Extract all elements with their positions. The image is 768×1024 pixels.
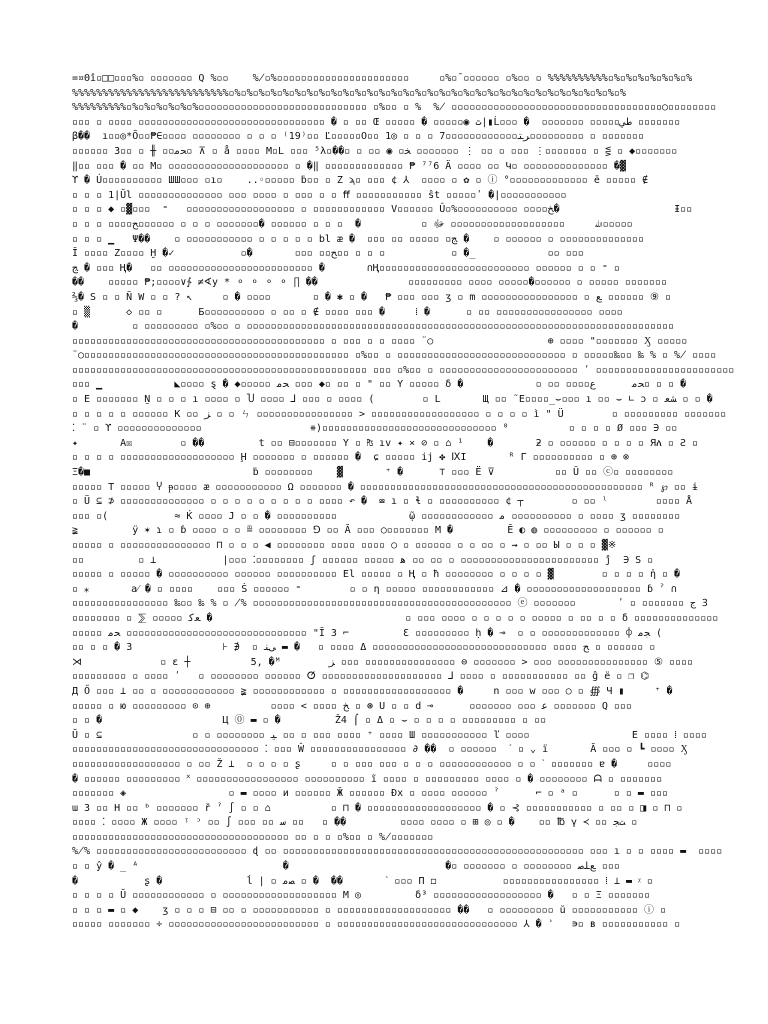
text-line: Д Ő ▫▫▫ ⊥ ▫▫ ▫ ▫▫▫▫▫▫▫▫▫▫▫▫ ≩ ▫▫▫▫▫▫▫▫▫▫▫▫ ▫ ▫▫▫▫▫▫▫▫▫▫▫▫▫▫▫▫▫▫ � n ▫▫▫ w ▫▫▫ ○ ▫ ∰ Ч ▮ ⁺ � bbox=[72, 685, 673, 697]
text-line: %%%%%%%%%▫%▫%▫%▫%▫%▫%▫▫▫▫▫▫▫▫▫▫▫▫▫▫▫▫▫▫▫▫▫▫▫▫▫▫▫▫ ▫%▫▫ ▫ % %̸ ▫▫▫▫▫▫▫▫▫▫▫▫▫▫▫▫▫▫▫▫▫▫▫▫▫▫▫▫▫▫▫▫▫▫▫○▫▫▫▫▫▫▫▫ bbox=[72, 102, 717, 114]
text-line: ▫ Ü ⊆ ⊅ ▫▫▫▫▫▫▫▫▫▫▫▫▫▫ ▫ ▫ ▫ ▫ ▫ ▫ ▫ ▫ ▫ ▫▫▫▫ ↶ � ⳬ ı ▫ ɬ ▫ ▫▫▫▫▫▫▫▫▫▫ ¢ ┬ ▫ ▫▫ ˡ ▫▫▫▫ Å bbox=[72, 496, 693, 508]
text-line: ▫▫▫▫▫▫▫ ◈ ▫ ▬ ▫▫▫▫ и ▫▫▫▫▫▫ Ӂ ▫▫▫▫▫▫ Ðх ▫ ▫▫▫▫ ▫▫▫▫▫▫ ˀ ⌐ ▫ ᵃ ▫ ▫ ▫ ▬ ▫▫▫ bbox=[72, 788, 669, 800]
text-line: ▫ ▒ ◇ ▫▫ ▫ Б▫▫▫▫▫▫▫▫▫▫ ▫ ▫▫ ▫ ∉ ▫▫▫▫ ▫▫▫ � ⁞ � ▫ ▫▫ ▫▫▫▫▫▫▫▫▫▫▫▫▫▫▫▫ ▫▫▫▫ bbox=[72, 306, 623, 318]
text-line: ▫▫▫▫▫ ﺤﻣ ▫▫▫▫▫▫▫▫▫▫▫▫▫▫▫▫▫▫▫▫▫▫▫▫▫▫▫▫▫▫ "Ī 3 ⌐ Ɛ ▫▫▫▫▫▫▫▫▫ ḥ � ⊸ ▫ ▫ ▫▫▫▫▫▫▫▫▫▫▫▫▫ ⌽ ﺠﻣ ( bbox=[72, 627, 663, 639]
text-line: �� ▫▫▫▫▫ ₱;▫▫▫▫∨∱ ≠∢y * ⚬ ⚬ ⚬ ⚬ ∏ �� ▫▫▫▫▫▫▫▫▫ ▫▫▫▫ ▫▫▫▫▫�▫▫▫▫▫▫ ▫ ▫▫▫▫▫ ▫▫▫▫▫▫▫ bbox=[72, 277, 667, 289]
text-line: ▫ ▫ ▫ ▫ ▫ ▫▫▫▫▫▫ K ▫▫ ﺰ ▫ ▫ ㄣ ▫▫▫▫▫▫▫▫▫▫▫▫▫▫▫▫ > ▫▫▫▫▫▫▫▫▫▫▫▫▫▫▫▫▫▫ ▫ ▫ ▫ ▫ ì " Ü ▫ ▫▫▫▫▫▫▫▫▫ ▫▫▫▫▫▫▫ bbox=[72, 408, 727, 420]
text-line: ϒ � Ú▫▫▫▫▫▫▫▫▫▫ ШШ▫▫▫ ▫ı▫ ..◦▫▫▫▫▫ ḃ▫▫ ▫ Ζ ϡ▫ ▫▫▫ ¢ ⅄ ▫▫▫▫ ▫ ✿ ▫ ⓘ °▫▫▫▫▫▫▫▫▫▫▫▫▫ ē ▫▫▫▫▫ ∉ bbox=[72, 175, 649, 187]
text-line: ▫ ▫ � Ц ⓪ ▬ ▫ � Ž4 ⌠ ▫ Δ ▫ ⌣ ▫ ▫ ▫ ▫ ▫▫▫▫▫▫▫▫▫ ▫ ▫▫ bbox=[72, 715, 547, 727]
text-line: ▫ ▫ ▫ ◆ ▫▓▫▫▫ ⁼ ▫▫▫▫▫▫▫▫▫▫▫▫▫▫▫▫▫▫ ▫ ▫▫▫▫▫▫▫▫▫▫▫▫ V▫▫▫▫▫▫ Û▫%▫▫▫▫▫▫▫▫▫▫ ▫▫▫▫ﺦ� Ɨ▫▫ bbox=[72, 204, 693, 216]
text-line: ɯ 3 ▫▫ H ▫▫ ᵇ ▫▫▫▫▫▫▫ ř ˀ ∫ ▫ ▫ ⌂ ▫ ⊓ � ▫▫▫▫▫▫▫▫▫▫▫▫▫▫▫▫▫▫▫ � ▫ ⊰ ▫▫▫▫▫▫▫▫▫▫▫ ▫ ▫▫ ▫ ◨ ▫ ⊓ ▫ bbox=[72, 802, 683, 814]
text-line: ▫▫ ▫ ⊥ |▫▫▫ ⁚▫▫▫▫▫▫▫▫ ʃ ▫▫▫▫▫▫ ▫▫▫▫▫ ﻫ ▫▫ ▫▫ ▫ ▫▫▫▫▫▫▫▫▫▫▫▫▫▫▫▫▫▫▫▫▫▫▫ ĵ ∋ S ▫ bbox=[72, 554, 654, 566]
text-line: ▫ ▫ ▫ 1|Ŭl ▫▫▫▫▫▫▫▫▫▫▫▫▫▫ ▫▫▫ ▫▫▫▫ ▫ ▫▫▫ ▫ ▫ ﬀ ▫▫▫▫▫▫▫▫▫▫▫ ŝt ▫▫▫▫▫ʹ �|▫▫▫▫▫▫▫▫▫▫▫ bbox=[72, 189, 567, 201]
text-line: ▫▫ ▫ ▫ � ﻰﻨ ▫ ∉ ⊦ 3 ▬ � ▫ ▫▫▫▫ Δ ▫▫▫▫▫▫▫▫▫▫▫▫▫▫▫▫▫▫▫▫▫▫▫▫▫▫▫▫▫ ▫▫▫▫ ﺢ ▫ ▫▫▫▫▫▫ ▫ bbox=[72, 642, 656, 654]
text-line: ▫▫▫▫▫▫▫▫▫ ▫ ▫▫▫▫ ʹ ▫ ▫▫▫▫▫▫▫▫ ▫▫▫▫▫▫ ⵚ ▫▫▫▫▫▫▫▫▫▫▫▫▫▫▫▫▫▫▫▫ ⅃ ▫▫▫▫ ▫ ▫▫▫▫▫▫▫▫▫▫▫ ▫▫ ĝ ë ▫ ❐ ⌬ bbox=[72, 671, 650, 683]
text-line: � ▫ ▫▫▫▫▫▫▫▫▫ ▫%▫▫ ▫ ▫▫▫▫▫▫▫▫▫▫▫▫▫▫▫▫▫▫▫▫▫▫▫▫▫▫▫▫▫▫▫▫▫▫▫▫▫▫▫▫▫▫▫▫▫▫▫▫▫▫▫▫▫▫▫▫▫▫▫▫▫▫▫▫▫▫▫▫▫▫▫ bbox=[72, 321, 675, 333]
text-line: Ŭ ▫ ⊆ ▫ ▫ ▫▫▫▫▫▫▫▫ ﯿ ▫▫ ▫ ▫▫▫ ▫▫▫▫ ⁺ ▫▫▫▫ Ш ▫▫▫▫▫▫▫▫▫▫▫ ľ ▫▫▫▫ E ▫▫▫▫ ⁞ ▫▫▫▫ bbox=[72, 729, 707, 741]
text-line: ▫▫▫▫ ⁚ ▫▫▫▫ Ж ▫▫▫▫ ᵎ ᵓ ▫▫ ∫ ▫▫▫ ▫▫ ﺳ ▫▫ ▫ �� ▫▫▫▫ ▫▫▫▫ ▫ ⊞ ◎ ▫ � ▫▫ ℔ γ ≺ ▫▫ ﺖﺠ ▫ bbox=[72, 817, 638, 829]
text-line: ▫▫▫ ▫( ≈ Ќ ▫▫▫▫ J ▫ ▫ � ▫▫▫▫▫▫▫▫▫▫ ῷ ▫▫▫▫▫▫▫▫▫▫▫▫ ﻣ ▫▫▫▫▫▫▫▫▫▫ ▫ ▫▫▫▫ ʒ ▫▫▫▫▫▫▫▫ bbox=[72, 510, 681, 522]
text-line: ▫ ▫ ▫ ▁ Ψ�� ▫ ▫▫▫▫▫▫▫▫▫▫▫ ▫ ▫ ▫ ▫ ▫ bl æ � ▫▫▫ ▫▫ ▫▫▫▫▫ ▫ﺞ � ▫ ▫▫▫▫▫▫ ▫ ▫▫▫▫▫▫▫▫▫▫▫▫▫▫ bbox=[72, 233, 644, 245]
text-line: ▫ E ▫▫▫▫▫▫▫ Ṉ ▫ ▫ ▫ ı ▫▫▫▫ ▫ Ⴎ ▫▫▫▫ ⅃ ▫▫▫ ▫ ▫▫▫▫ ( ▫ L Щ ▫▫ ˜E▫▫▫▫_⌣▫▫▫ ı ▫▫ ⌣ ∟ ɔ ▫ ﺸﻌ ▫ ▫ � bbox=[72, 394, 713, 406]
text-line: ▫ ▫ ŷ � _ ᴬ � �▫ ▫▫▫▫▫▫▫ ▫ ▫▫▫▫▫▫▫▫ ﻊﻠﺻ ▫▫▫ bbox=[72, 861, 620, 873]
text-line: ▫▫▫▫▫▫▫▫▫▫▫▫▫▫▫▫▫▫▫▫▫▫▫▫▫▫▫▫▫▫▫▫▫▫▫▫▫▫▫▫▫▫ ▫ ▫▫▫ ▫ ▫ ▫▫▫▫ ¨○ ⊕ ▫▫▫▫ "▫▫▫▫▫▫▫ Ӽ ▫▫▫▫▫ bbox=[72, 335, 688, 347]
text-line: =¤Θî▫□□▫▫▫%▫ ▫▫▫▫▫▫▫ Q %▫▫ %̸▫%▫▫▫▫▫▫▫▫▫▫▫▫▫▫▫▫▫▫▫▫▫▫ ▫%▫¯▫▫▫▫▫▫ ▫%▫▫ ▫ %%%%%%%%%%▫%▫%▫%▫%▫%▫%▫% bbox=[72, 73, 693, 84]
text-line: ▫▫▫▫▫ T ▫▫▫▫▫ Ⴤ ᵽ▫▫▫▫ æ ▫▫▫▫▫▫▫▫▫▫▫ Ω ▫▫▫▫▫▫▫ � ▫▫▫▫▫▫▫▫▫▫▫▫▫▫▫▫▫▫▫▫▫▫▫▫▫▫▫▫▫▫▫▫▫▫▫▫▫▫▫▫▫▫▫▫▫▫▫ ᴿ ℘ ▫▫ ɨ bbox=[72, 481, 698, 493]
text-line: ▫▫▫▫▫ ▫ ю ▫▫▫▫▫▫▫▫▫ ⊙ ⊕ ▫▫▫▫ < ▫▫▫▫ ﺦ ▫ ⊛ U ▫ ▫ d ⊸ ▫▫▫▫▫▫▫ ▫▫▫ ﻋ ▫▫▫▫▫▫▫ Q ▫▫▫ bbox=[72, 700, 632, 712]
text-line: ‖▫▫ ▫▫▫ � ▫▫ M▫ ▫▫▫▫▫▫▫▫▫▫▫▫▫▫▫▫▫▫▫▫ ▫ �‖ ▫▫▫▫▫▫▫▫▫▫▫▫▫ ₱ ⁷⁷6 Ä ▫▫▫▫ ▫▫ Կ▫ ▫▫▫▫▫▫▫▫▫▫▫▫▫▫ �▓ bbox=[72, 160, 626, 172]
text-line: ▫▫▫▫▫▫▫▫▫▫▫▫▫▫▫▫▫▫ ▫ ▫▫ Ž ⊥ ▫ ▫ ▫ ▫ ʂ ▫ ▫ ▫▫▫ ▫▫▫ ▫ ▫ ▫ ▫▫▫▫▫▫▫▫▫▫▫▫ ▫ ▫ ˋ ▫▫▫▫▫▫▫ ɐ � ▫▫▫▫ bbox=[72, 758, 672, 770]
text-line: Ī ▫▫▫▫ Ζ▫▫▫▫ Ḫ �✓ ▫� ▫▫▫ ▫▫ﺢ▫▫ ▫ ▫ ▫ ▫ �_ ▫▫ ▫▫▫ bbox=[72, 248, 584, 260]
text-line: ▫▫▫ ▁ ◣▫▫▫▫ ȿ � ◆▫▫▫▫▫ ﺤﻣ ▫▫▫ ◆▫ ▫▫ ▫ " ▫▫ Y ▫▫▫▫▫ δ � ▫ ▫▫ ▫▫▫▫ﺤﻣ ﻉ▫ ▫ ▫ � bbox=[72, 379, 687, 391]
text-line: ✦ A☒ ▫ �� t ▫▫ ⊟▫▫▫▫▫▫▫ Y ▫ ₧ ıv ✦ × ⊘ ▫ ⌂ ¹ � ƻ ▫ ▫▫▫▫▫▫ ▫ ▫ ▫ ▫ Яለ ▫ Ƨ ▫ bbox=[72, 437, 698, 449]
text-line: ▫▫▫▫▫▫▫▫▫▫▫▫▫▫▫▫▫▫▫▫▫▫▫▫▫▫▫▫▫▫▫▫▫▫▫▫▫▫▫▫▫▫▫▫▫▫▫▫▫ ▫▫▫ ▫%▫▫ ▫ ▫▫▫▫▫▫▫▫▫▫▫▫▫▫▫▫▫▫▫▫▫▫▫ ʹ ▫▫▫▫▫▫▫▫▫▫▫▫▫▫▫▫▫▫▫▫▫▫▫ bbox=[72, 364, 735, 376]
text-line: ≩ ÿ ✶ ɿ ▫ ɓ ▫▫▫▫ ▫ ▫ ≞ ▫▫▫▫▫▫▫▫ ⅁ ▫▫ Ă ▫▫▫ ○▫▫▫▫▫▫▫ M � Ē ◐ ◍ ▫▫▫▫▫▫▫▫▫ ▫ ▫▫▫▫▫▫ ▫ bbox=[72, 525, 664, 537]
text-line: ▫ ▫ ▫ ▫ Ŭ ▫▫▫▫▫▫▫▫▫▫▫▫ ▫ ▫▫▫▫▫▫▫▫▫▫▫▫▫▫▫▫▫▫▫ M ◎ δ³ ▫▫▫▫▫▫▫▫▫▫▫▫▫▫▫▫▫▫ � ▫ ▫ Ξ ▫▫▫▫▫▫▫ bbox=[72, 890, 650, 902]
text-line: ▫ ▫ ▫ ▬ ▫ ◆ ʒ ▫ ▫ ▫ ⊟ ▫▫ ▫ ▫▫▫▫▫▫▫▫▫▫▫ ▫ ▫▫▫▫▫▫▫▫▫▫▫▫▫▫▫▫▫▫▫ �� ▫ ▫▫▫▫▫▫▫▫▫ ŭ ▫▫▫▫▫▫▫▫▫▫▫ ⓘ ▫ bbox=[72, 904, 666, 916]
text-line: ▫▫▫▫▫▫ 3▫▫ ▫ ╫ ▫▫ﺤﻣ▫ ⊼ ▫ å ▫▫▫▫ M▫L ▫▫▫ ⁵λ▫��▫ ▫ ▫▫ ◉ ▫ﺨ ▫▫▫▫▫▫▫ ⋮ ▫▫ ▫ ▫▫▫ ⋮▫▫▫▫▫▫▫ ▫ ⋚ ▫ ◆▫▫▫▫▫▫▫ bbox=[72, 145, 678, 157]
text-line: ⅔� S ▫ ▫ Ñ W ▫ ▫ ? ↖ ▫ � ▫▫▫▫ ▫ � ✱ ▫ � ₱ ▫▫▫ ▫▫▫ ʒ ▫ m ▫▫▫▫▫▫▫▫▫▫▫▫▫▫▫▫ ▫ ﻊ ▫▫▫▫▫▫ ⑨ ▫ bbox=[72, 291, 671, 303]
text-line: ▫▫▫ ▫ ▫▫▫▫ ▫▫▫▫▫▫▫▫▫▫▫▫▫▫▫▫▫▫▫▫▫▫▫▫▫▫▫▫▫▫▫ � ▫ ▫▫ Œ ▫▫▫▫▫ � ▫▫▫▫▫◉ ٿ|▮Ĺ▫▫▫ � ▫▫▫▫▫▫▫ ▫▫▫▫▫ﻃﻲ ▫▫▫▫▫▫▫ bbox=[72, 116, 681, 128]
text-line: Ξ�■ ḃ ▫▫▫▫▫▫▫▫ ▓ ⁺ � ⊤ ▫▫▫ Ë ⊽ ▫▫ Ū ▫▫ ⓒ▫ ▫▫▫▫▫▫▫▫ bbox=[72, 467, 674, 479]
text-line: ▫ ▫ ▫ ▫▫▫▫ﷲ ▫▫▫▫▫▫▫▫▫▫▫▫▫▫▫▫▫▫▫ ﷻ ▫ � ▫ ▫ ▫ ▫▫▫▫▫▫ �▫▫▫▫▫▫▫ ▫ ▫ ▫ ▫▫▫▫▫▫ﺢ▫▫▫▫▫ bbox=[72, 218, 633, 230]
text-line: ▫▫▫▫▫ ▫ ▫▫▫▫▫▫▫▫▫▫▫▫▫▫▫ ⊓ ▫ ▫ ▫ ◀ ▫▫▫▫▫▫▫▫ ▫▫▫▫ ▫▫▫▫ ○ ▫ ▫▫▫▫▫▫ ▫ ▫ ▫▫ ▫ ⇝ ▫ ▫▫ Ы ▫ ▫ ▫ ▓※ bbox=[72, 540, 617, 551]
text-line: ▫ ▫ ▫ ▫ ▫▫▫▫▫▫▫▫▫▫▫▫▫▫▫▫▫▫▫ Ḩ ▫▫▫▫▫▫▫ ▫ ▫▫▫▫▫▫ � ɕ ▫▫▫▫▫ ij ✤ ⅨӀ ᴿ Γ ▫▫▫▫▫▫▫▫▫▫ ▫ ⊕ ⊗ bbox=[72, 452, 630, 464]
text-line: ▫▫▫▫▫ ▫▫▫▫▫▫▫ ÷ ▫▫▫▫▫▫▫▫▫▫▫▫▫▫▫▫▫▫▫▫▫▫▫▫▫ ▫ ▫▫▫▫▫▫▫▫▫▫▫▫▫▫▫▫▫▫▫▫▫▫▫▫▫▫▫▫▫▫ ⅄ � ʾ ∍▫ ʙ ▫▫▫▫▫▫▫▫▫▫▫ ▫ bbox=[72, 919, 681, 931]
text-line: ﺞ � ▫▫▫ Ң� ▫▫ ▫▫▫▫▫▫▫▫▫▫▫▫▫▫▫▫▫▫▫▫▫▫▫▫ � ∩Ң▫▫▫▫▫▫▫▫▫▫▫▫▫▫▫▫▫▫▫▫▫▫▫▫▫ ▫▫▫▫▫▫ ▫ ▫ ⁼ ▫ bbox=[72, 262, 620, 274]
text-line: β�� ı▫▫◎*Õ▫▫₱∈▫▫▫▫ ▫▫▫▫▫▫▫▫ ▫ ▫ ▫ ⁽19⁾▫▫ Ľ▫▫▫▫▫O▫▫ 1◎ ▫ ▫ ▫ 7▫▫▫▫▫▫▫▫▫▫▫▫ﺮﺘ▫▫▫▫▫▫▫▫▫ ▫ ▫▫▫▫▫▫▫ bbox=[72, 131, 644, 143]
text-line: ▫▫▫▫▫ ▫ ▫▫▫▫▫ � ▫▫▫▫▫▫▫▫▫▫ ▫▫▫▫▫▫ ▫▫▫▫▫▫▫▫▫▫ El ▫▫▫▫▫ ▫ Ң ▫ ħ ▫▫▫▫▫▫▫▫ ▫ ▫ ▫ ▫ ▓ ▫ ▫ ▫ ▫ ἡ ▫ � bbox=[72, 569, 681, 581]
text-line: ⋊ ▫ ε ┼ 5, �ᴹ ﺰ ▫▫▫ ▫▫▫▫▫▫▫▫▫▫▫▫▫▫▫ ⊖ ▫▫▫▫▫▫▫ > ▫▫▫ ▫▫▫▫▫▫▫▫▫▫▫▫▫▫▫ ⑤ ▫▫▫▫ bbox=[72, 656, 694, 668]
text-line: ▫▫▫▫▫▫▫▫▫▫▫▫▫▫▫▫▫▫▫▫▫▫▫▫▫▫▫▫▫▫▫▫▫▫▫▫ ▫▫ ▫ ▫ ▫%▫▫ ▫ %̸▫▫▫▫▫▫▫ bbox=[72, 831, 434, 843]
text-line: ▫▫▫▫▫▫▫▫▫▫▫▫▫▫▫▫▫▫▫▫▫▫▫▫▫▫▫▫▫▫▫ ⁚ ▫▫▫ Ŵ ▫▫▫▫▫▫▫▫▫▫▫▫▫▫▫▫ ∂ �� ▫ ▫▫▫▫▫▫ ˊ ▫ ⌄ ï Ă ▫▫▫ ▫ ┗ ▫▫▫▫ Ӽ bbox=[72, 744, 688, 756]
text-line: ▫▫▫▫▫▫▫▫ ▫ ⅀ ▫▫▫▫▫ ﻌﻛ � ▫ ▫▫▫ ▫▫▫▫ ▫ ▫ ▫ ▫ ▫ ▫▫▫▫▫ ▫ ▫▫ ▫ ▫ δ ▫▫▫▫▫▫▫▫▫▫▫▫▫▫ bbox=[72, 612, 719, 624]
text-line: � ʂ � ĺ | ▫ ﺼﻣ ▫ � �� ˋ ▫▫▫ П ◻ ▫▫▫▫▫▫▫▫▫▫▫▫▫▫▫▫ ⁞ ⊥ ▬ ᵡ ▫ bbox=[72, 875, 653, 887]
text-line: ▫ ⁎ a⁄ � ▫ ▫▫▫▫ ▫▫▫ Ṡ ▫▫▫▫▫▫ ⁼ ▫ ▫ ƞ ▫▫▫▫▫ ▫▫▫▫▫▫▫▫▫▫▫▫ ⊿ � ▫▫▫▫▫▫▫▫▫▫▫▫▫▫▫▫▫▫▫ ɓ ˀ ∩ bbox=[72, 583, 678, 595]
text-line: ¨○▫▫▫▫▫▫▫▫▫▫▫▫▫▫▫▫▫▫▫▫▫▫▫▫▫▫▫▫▫▫▫▫▫▫▫▫▫▫▫▫▫▫▫▫ ▫%▫▫ ▫ ▫▫▫▫▫▫▫▫▫▫▫▫▫▫▫▫▫▫▫▫▫▫▫▫▫▫▫▫ ▫ ▫▫▫▫▫‰▫▫ ‰ % ▫ %̸ ▫▫▫▫ bbox=[72, 350, 717, 362]
text-line: ⁚ ¨ ▫ ϒ ▫▫▫▫▫▫▫▫▫▫▫▫▫▫ ⧺)▫▫▫▫▫▫▫▫▫▫▫▫▫▫▫▫▫▫▫▫▫▫▫▫▫▫▫▫▫ ⁰ ▫ ▫ ▫ ▫ Ø ▫▫▫ ∋ ▫▫ bbox=[72, 423, 678, 435]
text-line: ▫▫▫▫▫▫▫▫▫▫▫▫▫▫▫▫ ‰▫▫ ‰ % ▫ %̸ ▫▫▫▫▫▫▫▫▫▫▫▫▫▫▫▫▫▫▫▫▫▫▫▫▫▫▫▫▫▫▫▫▫▫▫▫▫▫▫▫▫▫▫ ⓔ ▫▫▫▫▫▫▫ ʹ ▫ ▫▫▫▫▫▫▫ ﺝ Ꝫ bbox=[72, 598, 708, 610]
text-line: %̸% ▫▫▫▫▫▫▫▫▫▫▫▫▫▫▫▫▫▫▫▫▫▫▫▫▫ ɖ ▫▫ ▫▫▫▫▫▫▫▫▫▫▫▫▫▫▫▫▫▫▫▫▫▫▫▫▫▫▫▫▫▫▫▫▫▫▫▫▫▫▫▫▫▫▫▫▫▫▫▫▫▫ ▫▫▫ ı ▫ ▫ ▫▫▫▫ ▬ ▫▫▫▫ bbox=[72, 846, 723, 858]
text-line: %%%%%%%%%%%%%%%%%%%%%%%%%%▫%▫%▫%▫%▫%▫%▫%▫%▫%▫%▫%▫%▫%▫%▫%▫%▫%▫%▫%▫%▫%▫%▫%▫%▫%▫%▫%▫%▫%▫%▫%▫%▫% bbox=[72, 87, 626, 99]
garbled-text-block bbox=[72, 72, 735, 933]
text-line: � ▫▫▫▫▫▫ ▫▫▫▫▫▫▫▫▫ ˟ ▫▫▫▫▫▫▫▫▫▫▫▫▫▫▫▫▫ ▫▫▫▫▫▫▫▫▫▫ ĩ ▫▫▫▫ ▫ ▫▫▫▫▫▫▫▫▫ ▫▫▫▫ ▫ � ▫▫▫▫▫▫▫▫ ᗩ ▫ ▫▫▫▫▫▫▫ bbox=[72, 773, 663, 785]
